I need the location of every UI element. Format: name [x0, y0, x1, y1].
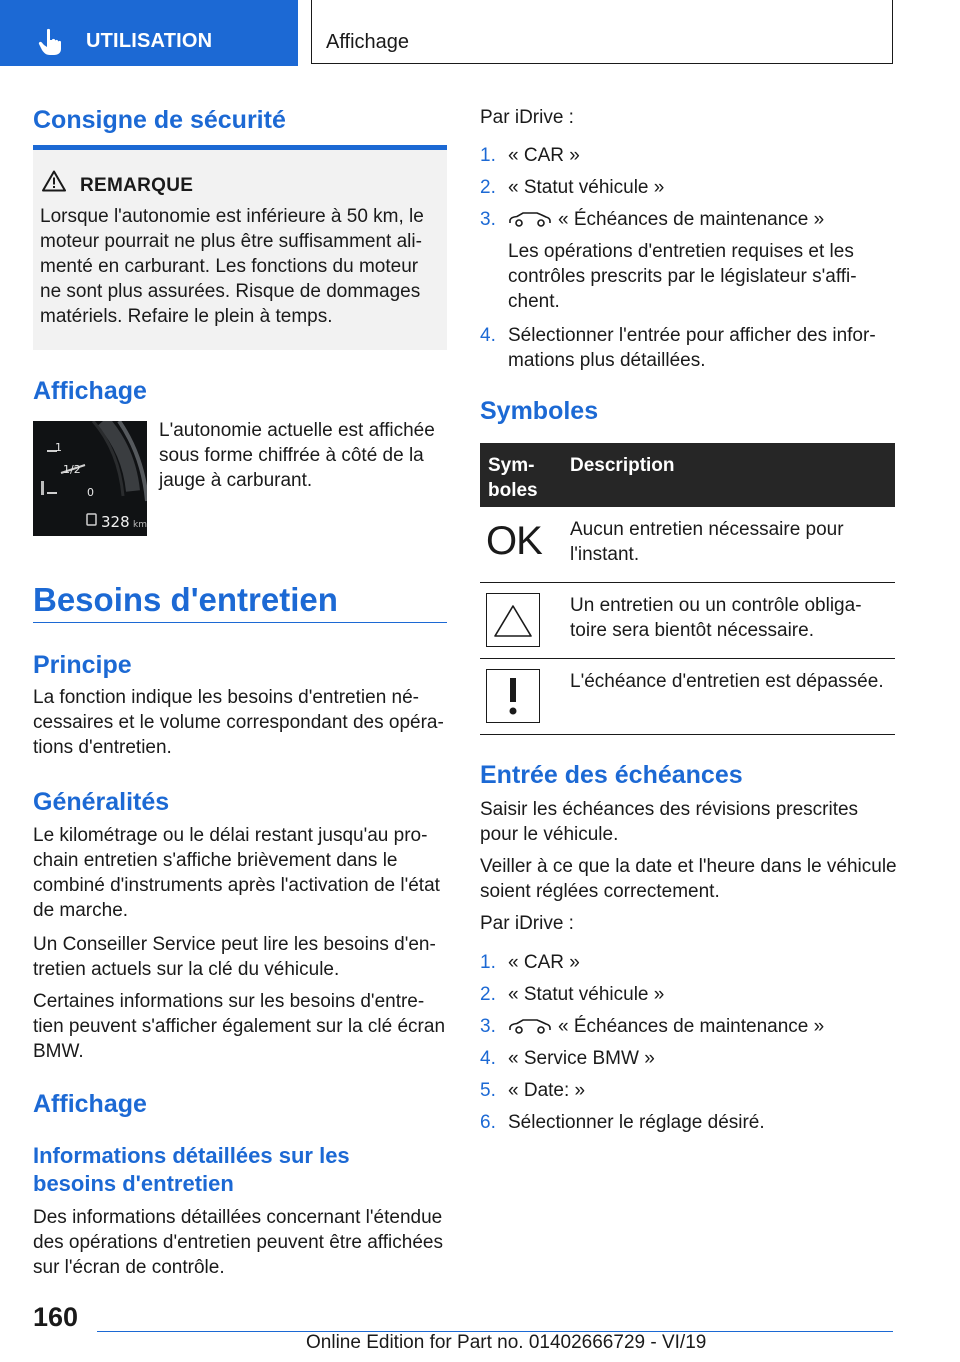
gauge-mark-full: 1: [55, 441, 62, 454]
list-item-sub: Les opérations d'entretien requises et les contrôles prescrits par le législateur s'affi-chent.: [508, 241, 857, 312]
principle-text: La fonction indique les besoins d'entretien né-cessaires et le volume correspondant des opéra-tions d'entretien.: [33, 687, 444, 758]
exclamation-icon: [486, 669, 540, 723]
list-item: 4. Sélectionner l'entrée pour afficher des infor-mations plus détaillées.: [480, 325, 876, 371]
detail-text: Des informations détaillées concernant l'étendue des opérations d'entretien peuvent être affichées sur l'écran de contrôle.: [33, 1207, 443, 1278]
main-heading-rule: [33, 622, 447, 623]
warning-triangle-icon: [42, 170, 66, 192]
gauge-mark-empty: 0: [87, 486, 94, 499]
gauge-unit: km: [133, 520, 147, 530]
table-row: OK Aucun entretien nécessaire pour l'instant.: [480, 507, 895, 583]
warning-title: REMARQUE: [80, 175, 194, 196]
list-item: 3. « Échéances de maintenance »: [480, 209, 825, 230]
dates-paragraph-1: Saisir les échéances des révisions prescrites pour le véhicule.: [480, 799, 859, 845]
column-header-symbols: Sym-boles: [488, 455, 538, 501]
idrive-intro: Par iDrive :: [480, 107, 574, 128]
idrive-intro-2: Par iDrive :: [480, 913, 574, 934]
list-item: 6. Sélectionner le réglage désiré.: [480, 1112, 765, 1133]
display2-heading: Affichage: [33, 1090, 147, 1118]
gauge-range: 328: [101, 513, 130, 531]
main-heading: Besoins d'entretien: [33, 581, 338, 618]
list-item: 5. « Date: »: [480, 1080, 586, 1101]
general-paragraph-2: Un Conseiller Service peut lire les besoins d'en-tretien actuels sur la clé du véhicule.: [33, 934, 436, 980]
list-item: 1. « CAR »: [480, 952, 580, 973]
column-header-description: Description: [570, 455, 675, 476]
symbols-table: [480, 443, 895, 735]
list-item: 4. « Service BMW »: [480, 1048, 655, 1069]
general-paragraph-1: Le kilométrage ou le délai restant jusqu'au pro-chain entretien s'affiche brièvement dans le combiné d'instruments après l'activation de l'état de marche.: [33, 825, 440, 921]
list-item: 2. « Statut véhicule »: [480, 177, 665, 198]
safety-heading: Consigne de sécurité: [33, 106, 286, 134]
fuel-gauge-image: [33, 421, 147, 536]
section-header: [311, 0, 893, 64]
triangle-icon: [486, 593, 540, 647]
table-row: Un entretien ou un contrôle obliga-toire sera bientôt nécessaire.: [480, 583, 895, 659]
idrive-steps-1: [480, 143, 895, 373]
car-icon: [508, 1018, 552, 1034]
section-label: Affichage: [326, 31, 410, 53]
page-number: 160: [33, 1302, 79, 1332]
table-header: [480, 443, 895, 507]
warning-text: Lorsque l'autonomie est inférieure à 50 km, le moteur pourrait ne plus être suffisamment ali-menté en carburant. Les fonctions du moteur ne sont plus assurées. Risque de dommages matériels. Refaire le plein à temps.: [40, 206, 424, 327]
principle-heading: Principe: [33, 651, 132, 679]
car-icon: [508, 211, 552, 227]
general-paragraph-3: Certaines informations sur les besoins d'entre-tien peuvent s'afficher également sur la clé écran BMW.: [33, 991, 446, 1062]
idrive-steps-2: [480, 950, 895, 1142]
table-row: L'échéance d'entretien est dépassée.: [480, 659, 895, 735]
detail-heading: Informations détaillées sur les besoins d'entretien: [33, 1143, 350, 1196]
ok-icon: OK: [486, 519, 542, 563]
dates-paragraph-2: Veiller à ce que la date et l'heure dans le véhicule soient réglées correctement.: [480, 856, 897, 902]
list-item: 3. « Échéances de maintenance »: [480, 1016, 825, 1037]
gauge-mark-half: 1/2: [63, 463, 81, 476]
general-heading: Généralités: [33, 788, 170, 816]
chapter-tab[interactable]: [0, 0, 298, 66]
hand-pointer-icon: [38, 28, 64, 56]
list-item: 1. « CAR »: [480, 145, 580, 166]
display-text: L'autonomie actuelle est affichée sous forme chiffrée à côté de la jauge à carburant.: [159, 420, 435, 491]
list-item: 2. « Statut véhicule »: [480, 984, 665, 1005]
footer-edition: Online Edition for Part no. 01402666729 - VI/19: [306, 1332, 707, 1353]
symbols-heading: Symboles: [480, 397, 599, 425]
chapter-label: UTILISATION: [86, 30, 213, 52]
display-heading: Affichage: [33, 377, 147, 405]
dates-heading: Entrée des échéances: [480, 761, 743, 789]
